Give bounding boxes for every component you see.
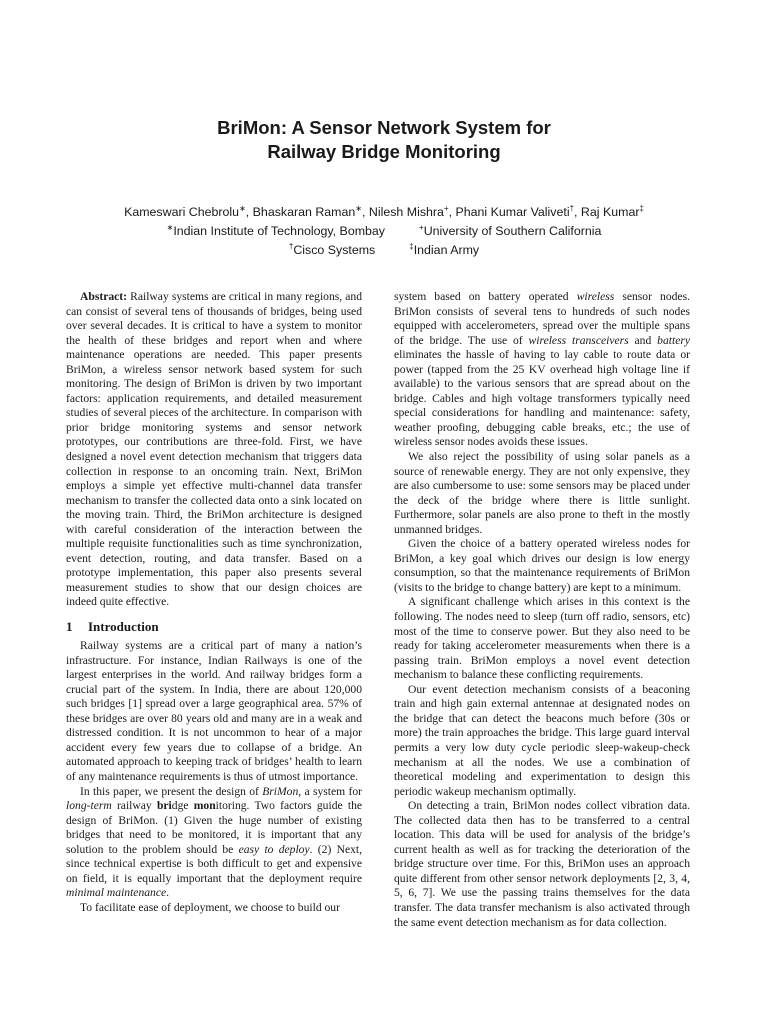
emphasis-brimon: BriMon <box>262 784 299 798</box>
section-number: 1 <box>66 619 73 635</box>
affiliation-mark: + <box>443 204 449 213</box>
emphasis-minimal-maintenance: minimal maintenance <box>66 886 167 900</box>
left-column <box>66 290 362 915</box>
abstract-text: Railway systems are critical in many regions, and can consist of several tens of thousands of bridges, being used over several decades. It is critical to have a system to monitor the health of these bridges and report when and where maintenance operations are needed. This paper presents BriMon, a wireless sensor network based system for such monitoring. The design of BriMon is driven by two important factors: application requirements, and detailed measurement studies of several pieces of the architecture. In comparison with prior bridge monitoring systems and sensor network prototypes, our contributions are three-fold. First, we have designed a novel event detection mechanism that triggers data collection in response to an oncoming train. Next, BriMon employs a simple yet effective multi-channel data transfer mechanism to transfer the collected data onto a sink located on the moving train. Third, the BriMon architecture is designed with careful consideration of the interaction between the multiple requisite functionalities such as time synchronization, event detection, routing, and data transfer. Based on a prototype implementation, this paper also presents several measurement studies to show that our design choices are indeed quite effective. <box>66 290 362 609</box>
text-run: and <box>628 333 658 347</box>
affiliation-iit: Indian Institute of Technology, Bombay <box>173 224 386 238</box>
text-run: railway <box>111 799 157 813</box>
title-line-1: BriMon: A Sensor Network System for <box>217 117 551 138</box>
text-run: itoring. Two factors guide the design of BriMon. (1) Given the huge number of existing bridges that need to be monitored, it is important that any solution to the problem should be <box>66 799 363 856</box>
affiliation-army: Indian Army <box>413 243 480 257</box>
right-column <box>394 290 690 930</box>
author-name: Kameswari Chebrolu <box>124 205 240 219</box>
text-run: In this paper, we present the design of <box>80 784 263 798</box>
body-paragraph-challenge: A significant challenge which arises in this context is the following. The nodes need to sleep (turn off radio, sensors, etc) most of the time to conserve power. But they also need to be ready for taking accelerometer measurements when there is a passing train. BriMon employs a novel event detection mechanism to balance these conflicting requirements. <box>394 595 690 682</box>
text-run: dge <box>171 799 194 813</box>
author-list <box>0 203 768 222</box>
paper-title <box>0 116 768 164</box>
affiliation-line-1 <box>0 222 768 241</box>
bold-bri: bri <box>156 799 172 813</box>
text-run: system based on battery operated <box>394 290 577 303</box>
affiliation-mark: ∗ <box>239 204 246 213</box>
text-run: eliminates the hassle of having to lay cable to route data or power (tapped from the 25 KV overhead high voltage line if available) to the various sensors that are spread about on the bridge. Cables and high voltage transformers typically need special considerations for handling and maintenance: safety, weather proofing, debugging cable breaks, etc.; the use of wireless sensor nodes avoids these issues. <box>394 348 690 449</box>
affiliation-mark: ∗ <box>355 204 362 213</box>
affiliation-line-2 <box>0 241 768 260</box>
author-name: , Bhaskaran Raman <box>245 205 356 219</box>
affiliation-mark: + <box>419 223 424 232</box>
emphasis-wireless: wireless <box>576 290 615 303</box>
body-paragraph-data-transfer: On detecting a train, BriMon nodes collect vibration data. The collected data then has to be transferred to a central location. This data will be used for analysis of the bridge’s current health as well as for tracking the deterioration of the bridge structure over time. For this, BriMon uses an approach quite different from other sensor network deployments [2, 3, 4, 5, 6, 7]. We use the passing trains themselves for the data transfer. The data transfer mechanism is also activated through the same event detection mechanism as for data collection. <box>394 799 690 929</box>
body-paragraph-event-detection: Our event detection mechanism consists of a beaconing train and high gain external antennae at designated nodes on the bridge that can detect the beacons much before (30s or more) the train approaches the bridge. This large guard interval permits a very low duty cycle periodic sleep-wakeup-check mechanism at all the nodes. We use a combination of theoretical modeling and experimentation to design this periodic wakeup mechanism optimally. <box>394 682 690 798</box>
intro-paragraph-3: To facilitate ease of deployment, we choose to build our <box>80 900 340 914</box>
emphasis-wireless-transceivers: wireless transceivers <box>528 333 629 347</box>
text-run: , a system for <box>298 784 362 798</box>
author-name: , Phani Kumar Valiveti <box>448 205 570 219</box>
affiliation-usc: University of Southern California <box>423 224 602 238</box>
affiliation-mark: ∗ <box>166 223 174 232</box>
intro-paragraph-1: Railway systems are a critical part of many a nation’s infrastructure. For instance, Indian Railways is one of the largest enterprises in the world. And railway bridges form a crucial part of the system. In India, there are about 120,000 such bridges [1] spread over a large geographical area. 57% of these bridges are over 80 years old and many are in a weak and distressed condition. It is not uncommon to hear of a major accident every few years due to collapse of a bridge. An automated approach to keeping track of bridges’ health to learn of any maintenance requirements is thus of utmost importance. <box>66 639 362 783</box>
body-paragraph-energy: Given the choice of a battery operated wireless nodes for BriMon, a key goal which drives our design is low energy consumption, so that the maintenance requirements of BriMon (visits to the bridge to change battery) are kept to a minimum. <box>394 537 690 594</box>
author-name: , Nilesh Mishra <box>362 205 444 219</box>
affiliation-cisco: Cisco Systems <box>293 243 376 257</box>
affiliation-mark: † <box>288 242 294 251</box>
affiliation-mark: † <box>569 204 575 213</box>
affiliation-mark: ‡ <box>639 204 644 213</box>
body-paragraph-continued <box>394 290 690 450</box>
text-run: sensor nodes. BriMon consists of several tens to hundreds of such nodes equipped with accelerometers, spread over the multiple spans of the bridge. The use of <box>394 290 690 347</box>
section-heading-introduction <box>66 619 362 635</box>
author-block <box>0 203 768 260</box>
author-name: , Raj Kumar <box>574 205 640 219</box>
abstract-label: Abstract: <box>80 290 128 303</box>
text-run: . <box>166 886 170 900</box>
emphasis-long-term: long-term <box>66 799 112 813</box>
section-title: Introduction <box>88 619 159 635</box>
bold-mon: mon <box>193 799 216 813</box>
affiliation-mark: ‡ <box>409 242 414 251</box>
intro-paragraph-2 <box>66 785 362 901</box>
text-run: . (2) Next, since technical expertise is both difficult to get and expensive on field, it is equally important that the deployment require <box>66 842 363 885</box>
body-paragraph-solar: We also reject the possibility of using solar panels as a source of renewable energy. They are not only expensive, they are also cumbersome to use: some sensors may be placed under the deck of the bridge where there is little sunlight. Furthermore, solar panels are also prone to theft in the mostly unmanned bridges. <box>394 450 690 536</box>
emphasis-easy-to-deploy: easy to deploy <box>238 842 310 856</box>
emphasis-battery: battery <box>657 333 690 347</box>
abstract-paragraph <box>66 290 362 610</box>
title-line-2: Railway Bridge Monitoring <box>267 141 501 162</box>
